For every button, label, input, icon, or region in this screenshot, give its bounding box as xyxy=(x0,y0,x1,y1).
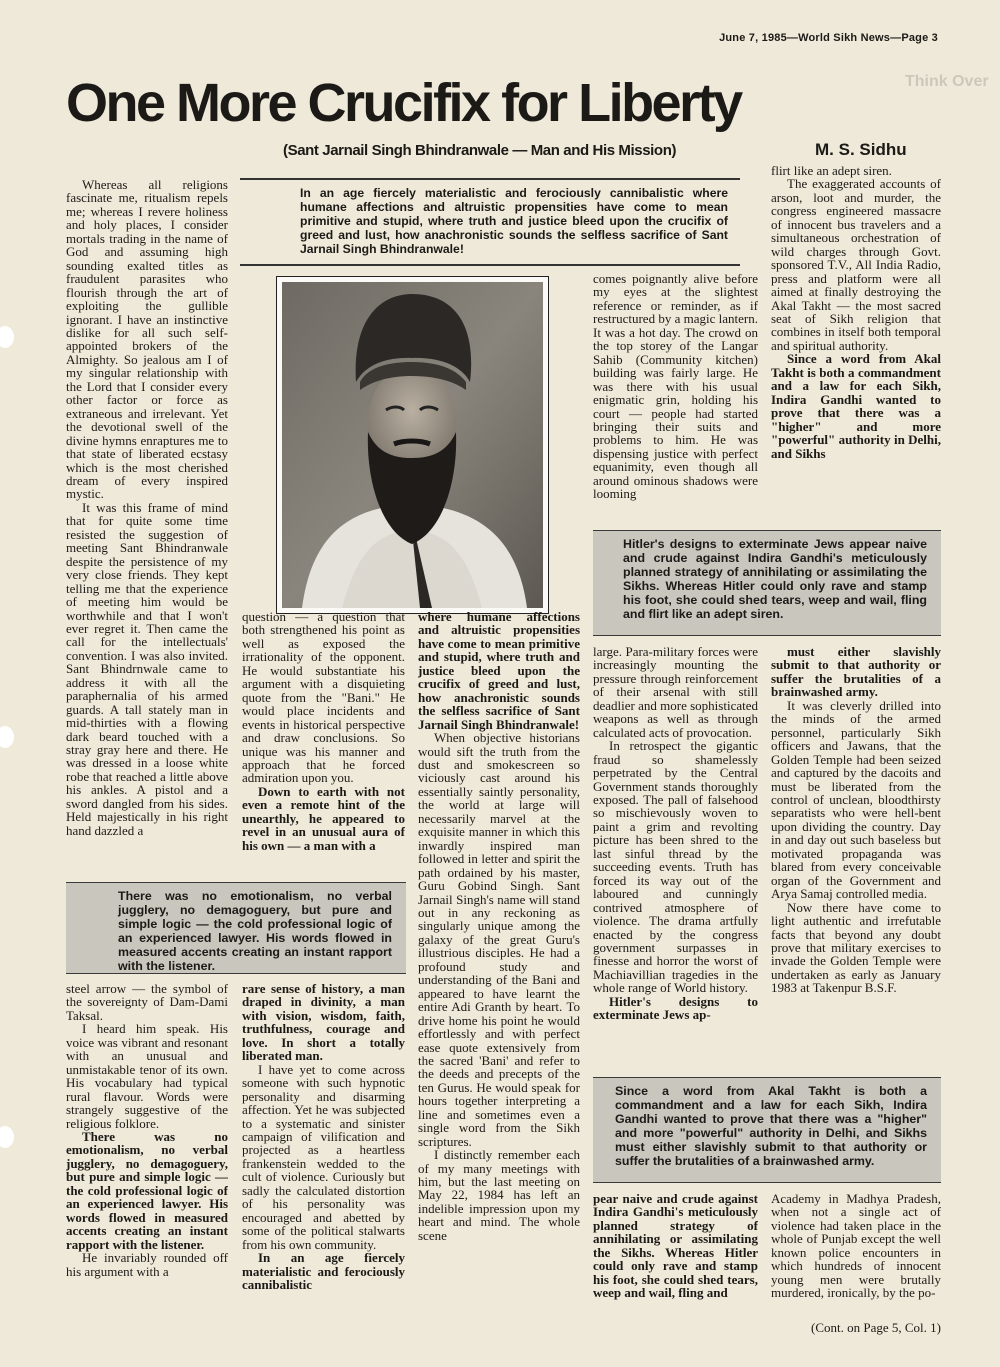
pullquote-akal-takht: Since a word from Akal Takht is both a commandment and a law for each Sikh, Indira Gandhi wanted to prove that there was a "higher" and more "powerful" authority in Delhi, and Sikhs must either slavishly submit to that authority or suffer the brutalities of a brainwashed army. xyxy=(593,1077,941,1183)
article-column-4-mid: large. Para-military forces were increasingly mounting the pressure through reinforcement of their arsenal with still deadlier and more sophisticated weapons as well as through calculated acts of provocation. In retrospect the gigantic fraud so shamelessly perpetrated by the Central Government stands thoroughly exposed. The pall of falsehood so mischievously woven to paint a grim and revolting picture has been shred to the last sinful thread by the succeeding events. Truth has forced its way out of the laboured and cunningly contrived atmosphere of violence. The drama artfully enacted by the congress government surpasses in finesse and horror the worst of Machiavillian tragedies in the whole range of World history. Hitler's designs to exterminate Jews ap- xyxy=(593,645,758,1023)
bleed-through-text: Think Over xyxy=(905,73,989,90)
punch-hole xyxy=(0,326,14,348)
article-column-1-top: Whereas all religions fascinate me, ritualism repels me; whereas I revere holiness and holy places, I consider mortals trading in the name of God and assuming high sounding exalted titles as fraudulent parasites who flourish through the art of exploiting the gullible ignorant. I have an instinctive dislike for all such self-appointed brokers of the Almighty. So jealous am I of my singular relationship with the Lord that I consider every other factor or force as extraneous and irrelevant. Yet the devotional swell of the divine hymns enraptures me to that state of liberated ecstasy which is the most cherished dream of every inspired mystic. It was this frame of mind that for quite some time resisted the suggestion of meeting Sant Bhindranwale despite the persistence of my very close friends. They kept telling me that the experience of meeting him would be worthwhile and that I won't ever regret it. Then came the call for the intellectuals' convention. I was also invited. Sant Bhindrnwale came to address it with all the paraphernalia of his armed guards. A tall stately man in mid-thirties with a flowing dark beard touched with a stray gray here and there. He was dressed in a loose white robe that reached a little above his ankles. A pistol and a sword dangled from his sides. Held majestically in his right hand dazzled a xyxy=(66,178,228,838)
intro-rule xyxy=(240,264,740,266)
intro-pullquote: In an age fiercely materialistic and ferociously cannibalistic where humane affections and altruistic propensities have come to mean primitive and stupid, where truth and justice bleed upon the crucifix of greed and lust, how anachronistic sounds the selfless sacrifice of Sant Jarnail Singh Bhindranwale! xyxy=(240,178,740,264)
portrait-photo xyxy=(276,276,549,614)
portrait-image xyxy=(282,282,543,608)
article-column-3: where humane affections and altruistic propensities have come to mean primitive and stupid, where truth and justice bleed upon the crucifix of greed and lust, how anachronistic sounds the selfless sacrifice of Sant Jarnail Singh Bhindranwale! When objective historians would sift the truth from the dust and smokescreen so viciously cast around his essentially saintly personality, the world at large will necessarily marvel at the exquisite manner in which this inwardly inspired man followed in letter and spirit the path ordained by his master, Guru Gobind Singh. Sant Jarnail Singh's name will stand out in any reckoning as singularly unique among the galaxy of the great Guru's illustrious disciples. He had a profound study and understanding of the Bani and appeared to have learnt the entire Adi Granth by heart. To drive home his point he would effortlessly and with perfect ease quote extensively from the sacred 'Bani' and refer to the deeds and precepts of the ten Gurus. He would speak for hours together interpreting a line and sometimes even a single word from the Sikh scriptures. I distinctly remember each of my many meetings with him, but the last meeting on May 22, 1984 has left an indelible impression upon my heart and mind. The whole scene xyxy=(418,610,580,1243)
byline: M. S. Sidhu xyxy=(815,140,907,159)
punch-hole xyxy=(0,726,14,748)
article-column-5-bottom: Academy in Madhya Pradesh, when not a single act of violence had taken place in the whole of Punjab except the well known police encounters in which hundreds of innocent young men were brutally murdered, ironically, by the po- xyxy=(771,1192,941,1301)
headline: One More Crucifix for Liberty xyxy=(66,73,741,133)
article-column-4-top: comes poignantly alive before my eyes at the slightest reference or reminder, as if restructured by a magic lantern. It was a hot day. The crowd on the top storey of the Langar Sahib (Community kitchen) building was fairly large. He was there with his usual enigmatic grin, holding his court — people had started bringing their suits and problems to him. He was dispensing justice with perfect equanimity, even though all around ominous shadows were looming xyxy=(593,272,758,502)
article-column-4-bottom: pear naive and crude against Indira Gandhi's meticulously planned strategy of annihilating or assimilating the Sikhs. Whereas Hitler could only rave and stamp his foot, she could shed tears, weep and wail, fling and xyxy=(593,1192,758,1301)
continued-note: (Cont. on Page 5, Col. 1) xyxy=(811,1321,941,1335)
punch-hole xyxy=(0,1126,14,1148)
article-column-2-top: question — a question that both strengthened his point as well as exposed the irrationality of the opponent. He would substantiate his argument with a disquieting quote from the "Bani." He would place incidents and events in historical perspective and draw conclusions. So unique was his manner and approach that he forced admiration upon you. Down to earth with not even a remote hint of the unearthly, he appeared to revel in an unusual aura of his own — a man with a xyxy=(242,610,405,853)
article-column-1-bottom: steel arrow — the symbol of the sovereignty of Dam-Dami Taksal. I heard him speak. His voice was vibrant and resonant with an unusual and unmistakable tenor of its own. His vocabulary had typical rural flavour. Words were strangely suggestive of the religious folklore. There was no emotionalism, no verbal jugglery, no demagoguery, but pure and simple logic — the cold professional logic of an experienced lawyer. His words flowed in measured accents creating an instant rapport with the listener. He invariably rounded off his argument with a xyxy=(66,982,228,1279)
pullquote-hitler: Hitler's designs to exterminate Jews appear naive and crude against Indira Gandhi's meticulously planned strategy of annihilating or assimilating the Sikhs. Whereas Hitler could only rave and stamp his foot, she could shed tears, weep and wail, fling and flirt like an adept siren. xyxy=(593,530,941,636)
article-column-5-mid: must either slavishly submit to that authority or suffer the brutalities of a brainwashed army. It was cleverly drilled into the minds of the armed personnel, particularly Sikh officers and Jawans, that the Golden Temple had been seized and captured by the dacoits and must be liberated from the control of unclean, bloodthirsty separatists who were hell-bent upon dividing the country. Day in and day out such baseless but motivated propaganda was blared from every conceivable organ of the Government and Arya Samaj controlled media. Now there have come to light authentic and irrefutable facts that beyond any doubt prove that military exercises to invade the Golden Temple were undertaken as early as January 1983 at Takenpur B.S.F. xyxy=(771,645,941,996)
subtitle: (Sant Jarnail Singh Bhindranwale — Man and His Mission) xyxy=(283,142,677,159)
article-column-5-top: flirt like an adept siren. The exaggerated accounts of arson, loot and murder, the congress engineered massacre of innocent bus travelers and a simultaneous orchestration of wild charges through Govt. sponsored T.V., All India Radio, press and platform were all aimed at finally destroying the Akal Takht — the most sacred seat of Sikh religion that combines in itself both temporal and spiritual authority. Since a word from Akal Takht is both a commandment and a law for each Sikh, Indira Gandhi wanted to prove that there was a "higher" and more "powerful" authority in Delhi, and Sikhs xyxy=(771,164,941,461)
article-column-2-bottom: rare sense of history, a man draped in divinity, a man with vision, wisdom, faith, truthfulness, courage and love. In short a totally liberated man. I have yet to come across someone with such hypnotic personality and disarming affection. Yet he was subjected to a systematic and sinister campaign of vilification and projected as a heartless frankenstein wedded to the cult of violence. Curiously but sadly the calculated distortion of his personality was encouraged and abetted by some of the political stalwarts from his own community. In an age fiercely materialistic and ferociously cannibalistic xyxy=(242,982,405,1292)
running-head: June 7, 1985—World Sikh News—Page 3 xyxy=(719,32,938,44)
pullquote-emotionalism: There was no emotionalism, no verbal jugglery, no demagoguery, but pure and simple logic — the cold professional logic of an experienced lawyer. His words flowed in measured accents creating an instant rapport with the listener. xyxy=(66,882,406,974)
